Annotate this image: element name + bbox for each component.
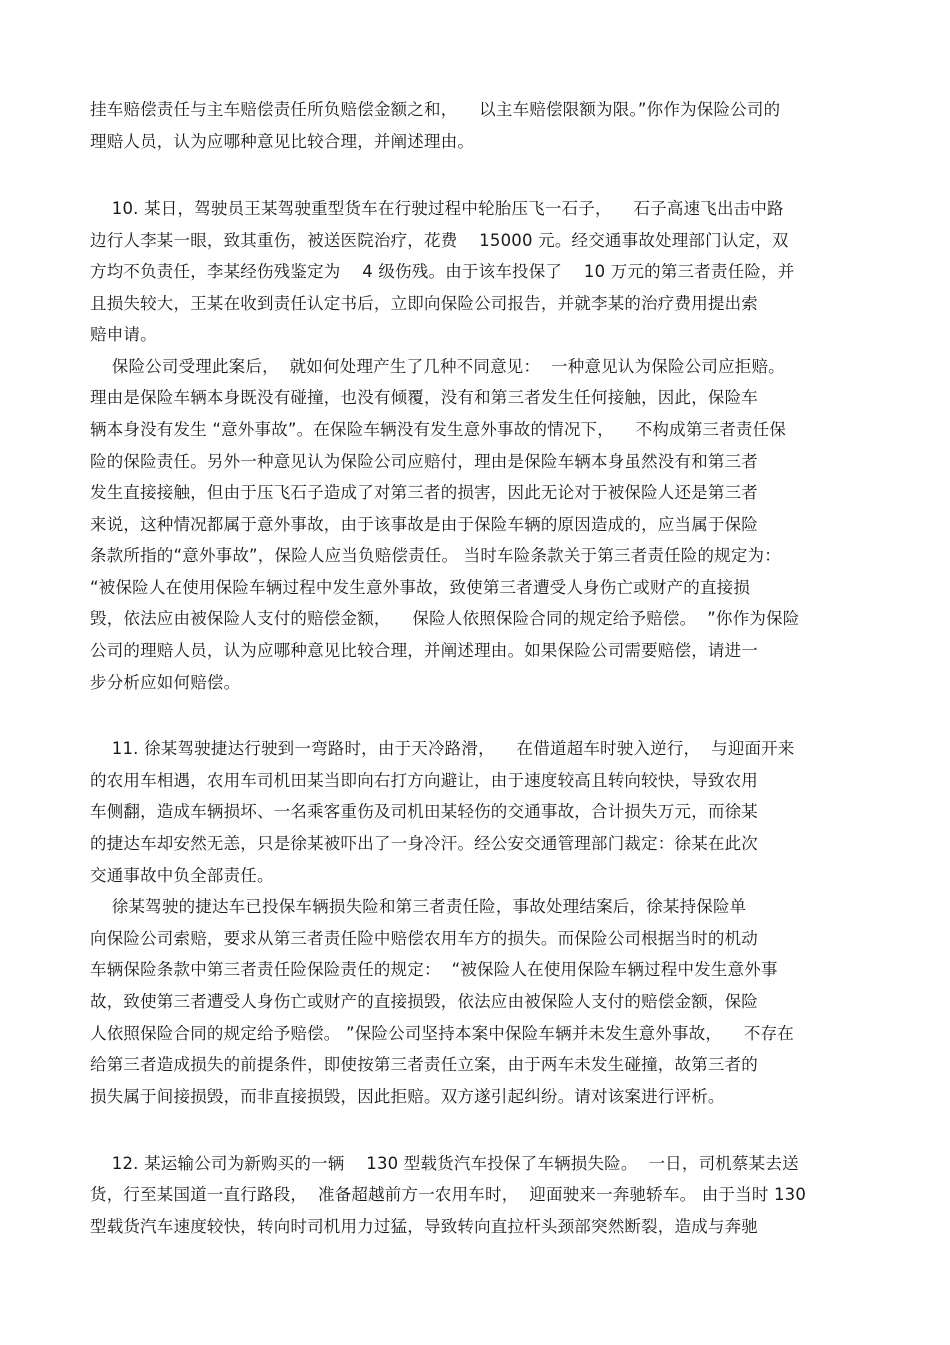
text-line: 徐某驾驶的捷达车已投保车辆损失险和第三者责任险，事故处理结案后，徐某持保险单 [90,897,747,916]
text-line: 的捷达车却安然无恙，只是徐某被吓出了一身冷汗。经公安交通管理部门裁定：徐某在此次 [90,834,758,853]
text-line: 理赔人员，认为应哪种意见比较合理，并阐述理由。 [90,132,475,151]
text-line: 的农用车相遇，农用车司机田某当即向右打方向避让，由于速度较高且转向较快，导致农用 [90,771,758,790]
text-line: 且损失较大，王某在收到责任认定书后，立即向保险公司报告，并就李某的治疗费用提出索 [90,294,758,313]
text-line: 交通事故中负全部责任。 [90,866,274,885]
text-line: “被保险人在使用保险车辆过程中发生意外事故，致使第三者遭受人身伤亡或财产的直接损 [90,578,751,597]
text-line: 故，致使第三者遭受人身伤亡或财产的直接损毁，依法应由被保险人支付的赔偿金额，保险 [90,992,758,1011]
text-line: 险的保险责任。另外一种意见认为保险公司应赔付，理由是保险车辆本身虽然没有和第三者 [90,452,758,471]
text-line: 毁，依法应由被保险人支付的赔偿金额， 保险人依照保险合同的规定给予赔偿。 ”你作为保险 [90,609,800,628]
text-line: 公司的理赔人员，认为应哪种意见比较合理，并阐述理由。如果保险公司需要赔偿，请进一 [90,641,758,660]
text-line: 给第三者造成损失的前提条件，即使按第三者责任立案，由于两车未发生碰撞，故第三者的 [90,1055,758,1074]
text-line: 步分析应如何赔偿。 [90,673,241,692]
text-line: 边行人李某一眼，致其重伤，被送医院治疗，花费 15000 元。经交通事故处理部门认定，双 [90,231,789,250]
text-line: 方均不负责任，李某经伤残鉴定为 4 级伤残。由于该车投保了 10 万元的第三者责任险，并 [90,262,795,281]
text-line: 损失属于间接损毁，而非直接损毁，因此拒赔。双方遂引起纠纷。请对该案进行评析。 [90,1087,725,1106]
text-line: 11. 徐某驾驶捷达行驶到一弯路时，由于天冷路滑， 在借道超车时驶入逆行， 与迎面开来 [90,739,795,758]
text-line: 向保险公司索赔，要求从第三者责任险中赔偿农用车方的损失。而保险公司根据当时的机动 [90,929,758,948]
text-line: 12. 某运输公司为新购买的一辆 130 型载货汽车投保了车辆损失险。 一日，司机蔡某去送 [90,1154,799,1173]
text-line: 来说，这种情况都属于意外事故，由于该事故是由于保险车辆的原因造成的，应当属于保险 [90,515,758,534]
text-line: 人依照保险合同的规定给予赔偿。 ”保险公司坚持本案中保险车辆并未发生意外事故， 不存在 [90,1024,794,1043]
text-line: 车辆保险条款中第三者责任险保险责任的规定： “被保险人在使用保险车辆过程中发生意外事 [90,960,778,979]
text-line: 辆本身没有发生 “意外事故”。在保险车辆没有发生意外事故的情况下， 不构成第三者责任保 [90,420,787,439]
text-line: 10. 某日，驾驶员王某驾驶重型货车在行驶过程中轮胎压飞一石子， 石子高速飞出击中路 [90,199,784,218]
text-line: 货，行至某国道一直行路段， 准备超越前方一农用车时， 迎面驶来一奔驰轿车。 由于当时 130 [90,1185,807,1204]
text-line: 型载货汽车速度较快，转向时司机用力过猛，导致转向直拉杆头颈部突然断裂，造成与奔驰 [90,1217,758,1236]
text-line: 发生直接接触，但由于压飞石子造成了对第三者的损害，因此无论对于被保险人还是第三者 [90,483,758,502]
text-line: 保险公司受理此案后， 就如何处理产生了几种不同意见： 一种意见认为保险公司应拒赔。 [90,357,785,376]
text-line: 挂车赔偿责任与主车赔偿责任所负赔偿金额之和， 以主车赔偿限额为限。”你作为保险公司的 [90,100,781,119]
text-line: 车侧翻，造成车辆损坏、一名乘客重伤及司机田某轻伤的交通事故，合计损失万元，而徐某 [90,802,758,821]
text-line: 赔申请。 [90,325,157,344]
text-line: 理由是保险车辆本身既没有碰撞，也没有倾覆，没有和第三者发生任何接触，因此，保险车 [90,388,758,407]
text-line: 条款所指的“意外事故”，保险人应当负赔偿责任。 当时车险条款关于第三者责任险的规定为： [90,546,781,565]
